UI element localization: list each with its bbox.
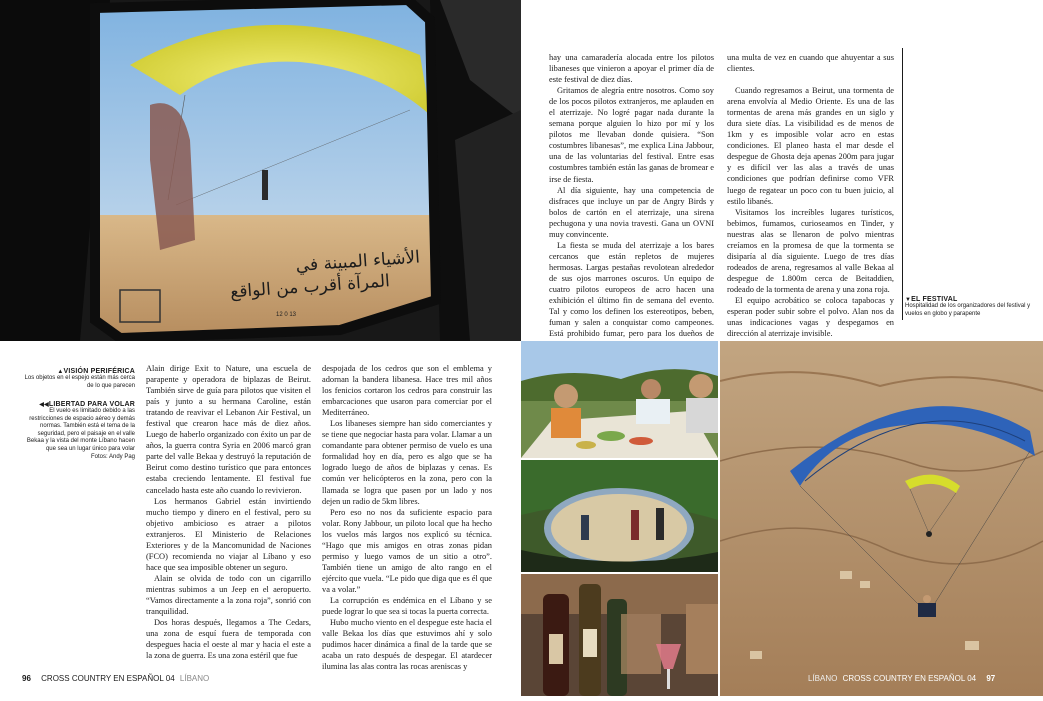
paragraph: Gritamos de alegría entre nosotros. Como soy de los pocos pilotos extranjeros, me aplauden en el aterrizaje. No logré pagar nada durante la semana porque alguien lo hizo por mí y los pilotos me llevaban donde quisiera. “Son costumbres libanesas”, me explica Lina Jabbour, una de las voluntarias del festival. Entre esas costumbres también están las ganas de bromear e irse de fiesta. [549,86,714,184]
paragraph: Los libaneses siempre han sido comerciantes y se tiene que negociar hasta para volar. Llamar a un comandante para obtener permiso de vuelo es una formalidad hoy en día, pero es algo que se ha logrado luego de años de biplazas y cenas. Es común ver helicópteros en la zona, pero con la llamada se logra que pasen por un lado y nos dejen un radio de 5km libres. [322,419,492,506]
paragraph: Los hermanos Gabriel están invirtiendo mucho tiempo y dinero en el festival, pero su objetivo ambicioso es atraer a pilotos extranjeros. El Ministerio de Relaciones Exteriores y de la Mancomunidad de Naciones (FCO) recomienda no viajar al Líbano y eso hace que sea imposible obtener un seguro. [146,496,311,572]
paragraph: despojada de los cedros que son el emblema y adornan la bandera libanesa. Hace tres mil años los fenicios cortaron los cedros para construir las embarcaciones que usaron para comerciar por el Mediterráneo. [322,364,492,418]
paragraph: Alain se olvida de todo con un cigarrillo mientras subimos a un Jeep en el aeropuerto. “Vamos directamente a la zona roja”, sonrió con tranquilidad. [146,573,311,617]
left-article-column-2 [322,363,492,672]
paragraph: Dos horas después, llegamos a The Cedars, una zona de esquí fuera de temporada con despegues hacia el oeste al mar y hacia el este a la zona de guerra. Es una zona estéril que fue [146,618,311,661]
left-footer [22,674,209,683]
paragraph: Pero eso no nos da suficiente espacio para volar. Rony Jabbour, un piloto local que ha hecho los vuelos más largos nos explicó su técnica. “Hago que mis amigos en otras zonas pidan permiso y luego vamos de un sitio a otro”. También tiene un amigo de alto rango en el ejército que vuela. “Le pido que diga que es él que va a volar.” [322,507,492,594]
mirror-number: 12 0 13 [276,312,297,318]
right-footer [808,674,995,683]
paragraph: hay una camaradería alocada entre los pilotos libaneses que vinieron a apoyar el primer día de este festival de diez días. [549,53,714,85]
triangle-down-icon: ▼ [905,297,912,303]
caption-festival-title: EL FESTIVAL [911,296,958,303]
paragraph: El equipo acrobático se coloca tapabocas y esperan poder subir sobre el polvo. Alan nos da unas indicaciones vagas y despegamos en dirección al aterrizaje invisible. [727,295,894,339]
photo-festival-meal [521,341,718,458]
paragraph: Al día siguiente, hay una competencia de disfraces que incluye un par de Angry Birds y bolos de cartón en el aterrizaje, una sirena pechugona y una novia travesti. Gana un OVNI muy convincente. [549,185,714,239]
paragraph: Visitamos los increíbles lugares turísticos, bebimos, fumamos, curioseamos en Tinder, y nuestras alas se llenaron de polvo mientras creíamos en la promesa de que la tormenta se disiparía al día siguiente. Luego de tres días rodeados de arena, regresamos al valle Bekaa al despegue de 1.800m cerca de Beitaddien, rodeado de la tormenta de arena y una zona roja. [727,207,894,294]
wine-graphic [521,574,718,696]
caption-vision-periferica [22,368,135,390]
footer-section-left: LÍBANO [179,674,210,683]
right-article-column-2 [727,52,894,339]
caption2-credit: Fotos: Andy Pag [90,453,135,460]
paragraph: La fiesta se muda del aterrizaje a los bares cercanos que están repletos de mujeres hermosas. Largas pestañas revolotean alrededor de sus ojos marrones oscuros. Un equipo de cuatro pilotos europeos de acro hacen una exhibición el último fin de semana del evento. Tal y como los definen los estereotipos, beben, fuman y salen a conquistar como campeones. Está prohibido fumar, pero para los dueños de [549,240,714,339]
page-number-left: 96 [22,674,31,683]
footer-magazine-right: CROSS COUNTRY EN ESPAÑOL 04 [842,674,977,683]
paragraph: Alain dirige Exit to Nature, una escuela de parapente y operadora de biplazas de Beirut. También sirve de guía para pilotos que visiten el país y junto a su hermana Caroline, están tratando de reavivar el Lebanon Air Festival, un festival que crearon hace más de diez años. Luego de haberlo organizado con éxito un par de años, la guerra contra Syria en 2006 marcó gran parte del valle Bekaa y destruyó la reputación de Beirut como destino turístico que para entonces estaba creciendo lentamente. El festival fue cancelado hasta este año cuando lo revivieron. [146,364,311,495]
paragraph: La corrupción es endémica en el Líbano y se puede lograr lo que sea si tocas la puerta correcta. [322,595,492,617]
left-article-column-1 [146,363,311,661]
caption-libertad-para-volar [22,401,135,461]
paragraph: una multa de vez en cuando que ahuyentar a sus clientes. [727,53,894,74]
double-arrow-left-icon: ◀◀ [39,402,49,408]
mirror-arabic-line2: المرآة أقرب من الواقع [229,271,391,303]
page-number-right: 97 [986,674,996,683]
photo-festival-gathering [521,460,718,572]
gathering-graphic [521,460,718,572]
photo-wine-bottles [521,574,718,696]
footer-section-right: LÍBANO [808,674,838,683]
caption-festival-text: Hospitalidad de los organizadores del festival y vuelos en globo y parapente [905,303,1031,317]
mirror-photo [0,0,521,341]
triangle-up-icon: ▲ [57,369,64,375]
meal-graphic [521,341,718,458]
caption-el-festival [905,296,1038,318]
caption2-text: El vuelo es limitado debido a las restricciones de espacio aéreo y demás normas. También está el tema de la seguridad, pero el paisaje en el valle Bekaa y la vista del monte Líbano hacen que sea un lugar único para volar [26,408,135,452]
caption2-title: LIBERTAD PARA VOLAR [48,401,135,408]
photo-paragliders-desert [720,341,1043,696]
column-rule [902,48,903,320]
caption1-title: VISIÓN PERIFÉRICA [63,368,135,375]
right-article-column-1 [549,52,714,350]
caption1-text: Los objetos en el espejo están más cerca de lo que parecen [24,375,135,389]
footer-magazine-left: CROSS COUNTRY EN ESPAÑOL 04 [41,674,175,683]
paragraph: Cuando regresamos a Beirut, una tormenta de arena envolvía al Medio Oriente. Es una de las tormentas de arena más grandes en un siglo y dura siete días. La visibilidad es de menos de 1km y es imposible volar acro en estas condiciones. El planeo hasta el mar desde el despegue de Ghosta deja apenas 200m para jugar y es difícil ver las alas a través de unas condiciones que podrían definirse como VFR luego de regatear un poco con tu buen juicio, al estilo libanés. [727,86,894,206]
paragraph: Hubo mucho viento en el despegue este hacia el valle Bekaa los días que estuvimos ahí y solo pudimos hacer dinámica a final de la tarde que se acaba un rato después de despegar. El atardecer ilumina las alas contra las rocas areniscas y [322,618,492,672]
mirror-arabic-line1: الأشياء المبينة في [295,247,421,277]
paragliders-graphic [720,341,1043,696]
